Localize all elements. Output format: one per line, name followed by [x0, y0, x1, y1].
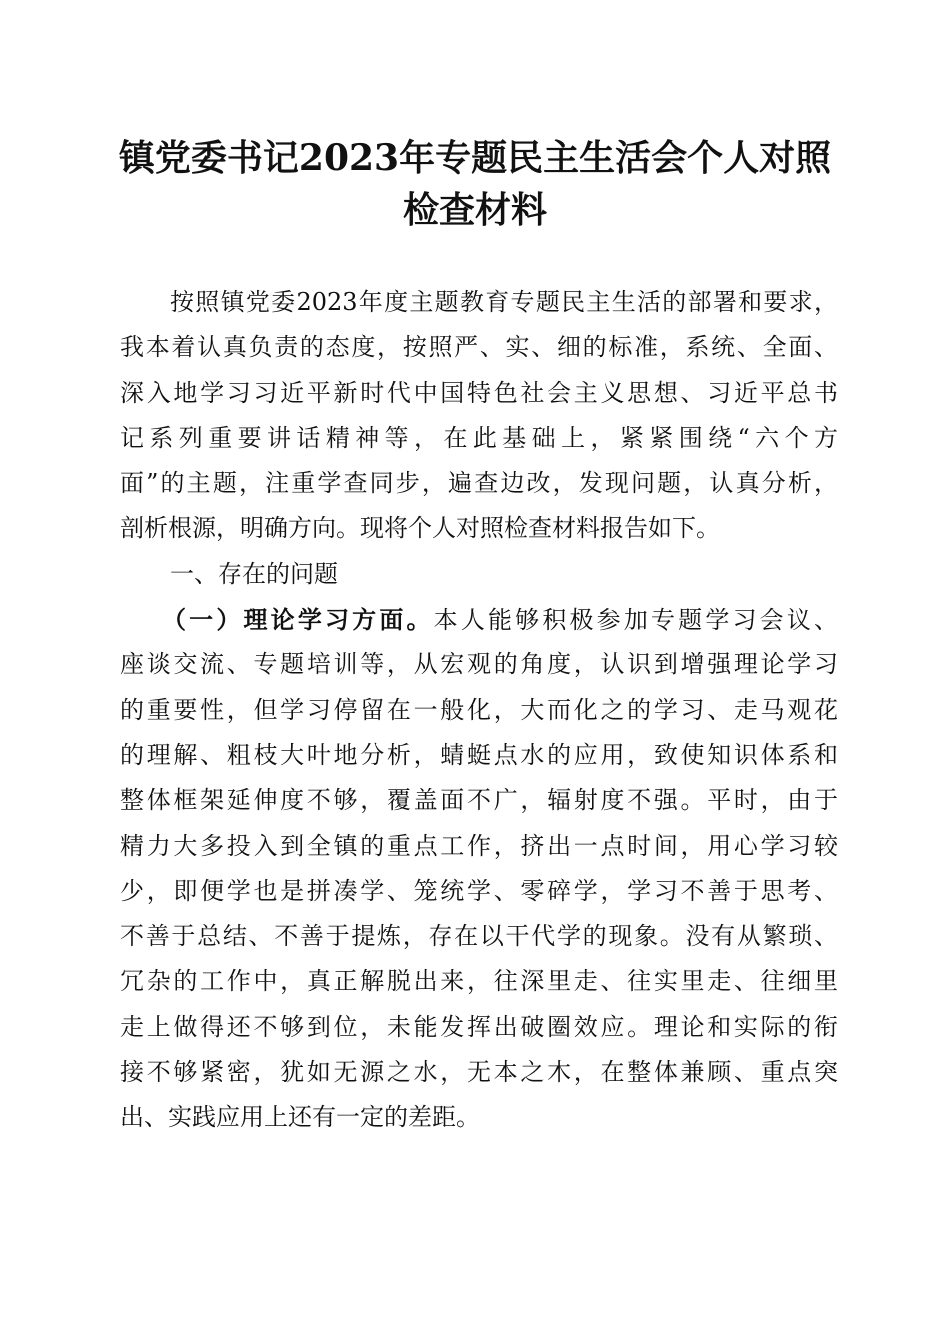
- intro-line: 按照镇党委2023年度主题教育专题民主生活的部署和要求，: [170, 288, 838, 316]
- intro-line: 剖析根源，明确方向。现将个人对照检查材料报告如下。: [120, 514, 720, 543]
- document-body: [120, 280, 838, 1141]
- theory-study-first-line-text: 本人能够积极参加专题学习会议、: [433, 606, 839, 635]
- theory-study-line: 接不够紧密，犹如无源之水，无本之木，在整体兼顾、重点突: [120, 1058, 838, 1087]
- section-heading-problems: 一、存在的问题: [170, 559, 338, 588]
- intro-paragraph: [120, 280, 838, 552]
- theory-study-paragraph: [120, 597, 838, 1141]
- theory-study-line: 不善于总结、不善于提炼，存在以干代学的现象。没有从繁琐、: [120, 922, 838, 951]
- document-title: [100, 132, 850, 236]
- theory-study-line: 走上做得还不够到位，未能发挥出破圈效应。理论和实际的衔: [120, 1012, 838, 1041]
- intro-line: 深入地学习习近平新时代中国特色社会主义思想、习近平总书: [120, 378, 838, 407]
- theory-study-line: 的重要性，但学习停留在一般化，大而化之的学习、走马观花: [120, 695, 838, 724]
- intro-line: 记系列重要讲话精神等，在此基础上，紧紧围绕“六个方: [120, 423, 838, 452]
- intro-line: 面”的主题，注重学查同步，遍查边改，发现问题，认真分析，: [120, 469, 838, 498]
- theory-study-line: 精力大多投入到全镇的重点工作，挤出一点时间，用心学习较: [120, 831, 838, 860]
- theory-study-line: 冗杂的工作中，真正解脱出来，往深里走、往实里走、往细里: [120, 967, 838, 996]
- subsection-heading-theory-study: （一）理论学习方面。: [162, 605, 434, 635]
- theory-study-line: 整体框架延伸度不够，覆盖面不广，辐射度不强。平时，由于: [120, 786, 838, 815]
- theory-study-line: 的理解、粗枝大叶地分析，蜻蜓点水的应用，致使知识体系和: [120, 740, 838, 769]
- title-line-2: 检查材料: [402, 189, 547, 231]
- theory-study-line: 少，即便学也是拼凑学、笼统学、零碎学，学习不善于思考、: [120, 876, 838, 905]
- intro-line: 我本着认真负责的态度，按照严、实、细的标准，系统、全面、: [120, 333, 838, 362]
- theory-study-first-line: [120, 597, 838, 642]
- theory-study-line: 出、实践应用上还有一定的差距。: [120, 1103, 480, 1132]
- theory-study-line: 座谈交流、专题培训等，从宏观的角度，认识到增强理论学习: [120, 650, 838, 679]
- title-line-1: 镇党委书记2023年专题民主生活会个人对照: [118, 137, 832, 179]
